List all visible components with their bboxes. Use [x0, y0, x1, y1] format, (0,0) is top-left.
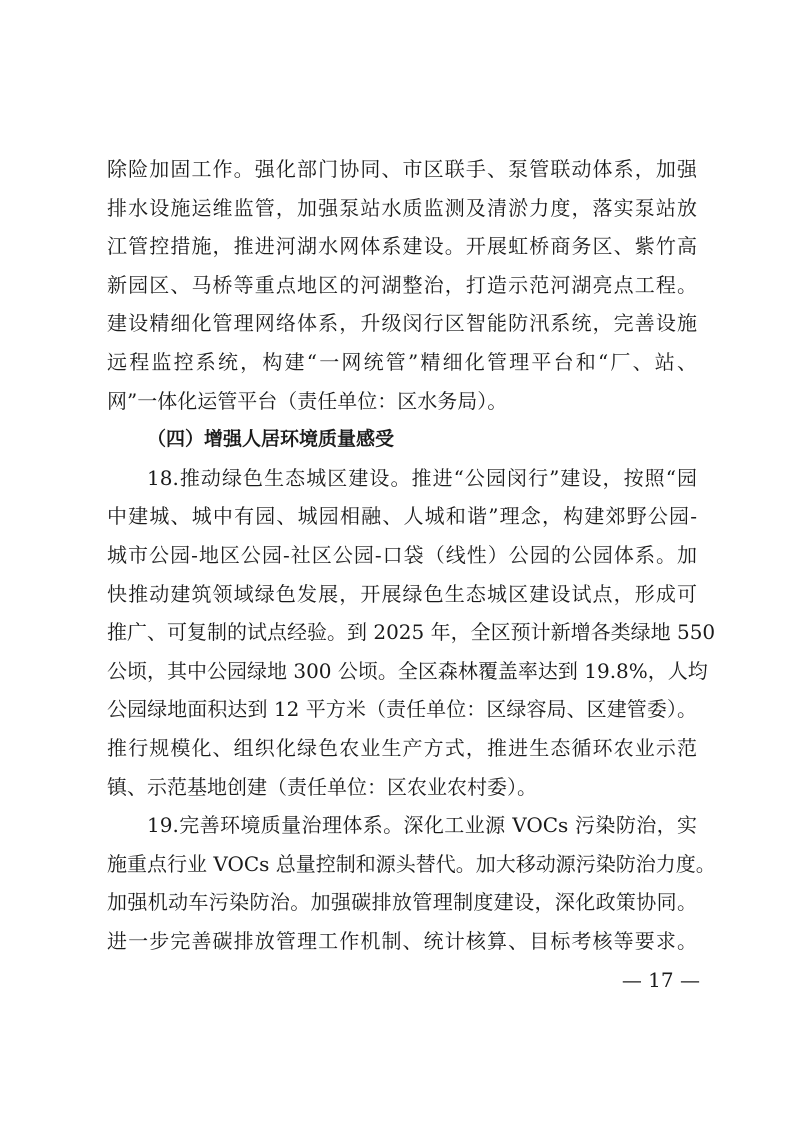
- paragraph-18: [107, 459, 716, 806]
- text-line: 施重点行业 VOCs 总量控制和源头替代。加大移动源污染防治力度。: [107, 851, 716, 876]
- text-line: 城市公园-地区公园-社区公园-口袋（线性）公园的公园体系。加: [107, 542, 697, 567]
- text-line: 新园区、马桥等重点地区的河湖整治，打造示范河湖亮点工程。: [107, 272, 697, 297]
- text-line: 江管控措施，推进河湖水网体系建设。开展虹桥商务区、紫竹高: [107, 234, 697, 259]
- text-line: 公园绿地面积达到 12 平方米（责任单位：区绿容局、区建管委）。: [107, 697, 697, 722]
- text-line: 远程监控系统，构建“一网统管”精细化管理平台和“厂、站、: [107, 349, 697, 374]
- text-line: 19.完善环境质量治理体系。深化工业源 VOCs 污染防治，实: [147, 813, 697, 838]
- text-line: 排水设施运维监管，加强泵站水质监测及清淤力度，落实泵站放: [107, 195, 697, 220]
- text-line: 加强机动车污染防治。加强碳排放管理制度建设，深化政策协同。: [107, 890, 697, 915]
- paragraph-19: [107, 806, 716, 960]
- text-line: 除险加固工作。强化部门协同、市区联手、泵管联动体系，加强: [107, 157, 697, 181]
- page-number: — 17 —: [621, 968, 700, 992]
- text-line: 中建城、城中有园、城园相融、人城和谐”理念，构建郊野公园-: [107, 504, 697, 529]
- text-line: 镇、示范基地创建（责任单位：区农业农村委）。: [107, 774, 537, 799]
- text-line: 网”一体化运管平台（责任单位：区水务局）。: [107, 388, 508, 413]
- text-line: 推行规模化、组织化绿色农业生产方式，推进生态循环农业示范: [107, 735, 697, 760]
- document-body: [107, 150, 716, 960]
- text-line: 推广、可复制的试点经验。到 2025 年，全区预计新增各类绿地 550: [107, 620, 716, 645]
- paragraph-water-management: [107, 150, 697, 420]
- text-line: 建设精细化管理网络体系，升级闵行区智能防汛系统，完善设施: [107, 311, 697, 336]
- text-line: 快推动建筑领域绿色发展，开展绿色生态城区建设试点，形成可: [107, 581, 697, 606]
- text-line: 公顷，其中公园绿地 300 公顷。全区森林覆盖率达到 19.8%，人均: [107, 658, 708, 683]
- text-line: 进一步完善碳排放管理工作机制、统计核算、目标考核等要求。: [107, 928, 697, 953]
- text-line: 18.推动绿色生态城区建设。推进“公园闵行”建设，按照“园: [147, 465, 697, 490]
- section-heading: （四）增强人居环境质量感受: [147, 428, 395, 451]
